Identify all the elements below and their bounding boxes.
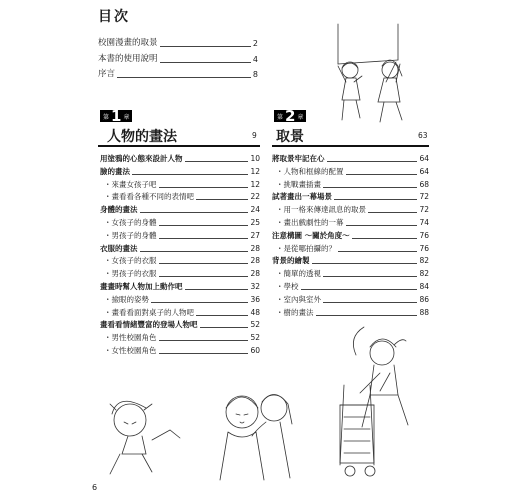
leader-line bbox=[316, 315, 418, 316]
leader-line bbox=[159, 263, 249, 264]
toc-entry[interactable] bbox=[100, 204, 260, 214]
toc-entry-page: 76 bbox=[419, 230, 429, 240]
toc-entry-label: 臉的畫法 bbox=[100, 166, 130, 176]
toc-entry-label: 畫畫時幫人物加上動作吧 bbox=[100, 282, 183, 291]
leader-line bbox=[334, 199, 417, 200]
toc-entry-page: 86 bbox=[419, 294, 429, 304]
toc-entry-label: ・男性校園角色 bbox=[104, 333, 157, 343]
toc-entry-page: 74 bbox=[419, 218, 429, 227]
toc-entry[interactable] bbox=[100, 153, 260, 163]
leader-line bbox=[159, 238, 249, 239]
toc-entry-page: 64 bbox=[419, 154, 429, 163]
toc-entry-label: ・畫看看各種不同的表情吧 bbox=[104, 192, 194, 202]
toc-entry-label: 將取景牢記在心 bbox=[272, 154, 325, 163]
toc-entry[interactable] bbox=[100, 268, 260, 278]
chapter1-title[interactable]: 人物的畫法 bbox=[107, 129, 177, 145]
toc-entry-page: 68 bbox=[419, 179, 429, 189]
badge-number: 2 bbox=[285, 107, 296, 125]
toc-entry[interactable] bbox=[272, 268, 429, 278]
toc-entry-label: 注意構圖 〜關於角度〜 bbox=[272, 230, 350, 240]
leader-line bbox=[323, 187, 417, 188]
toc-entry-label: ・男孩子的身體 bbox=[104, 230, 157, 240]
toc-entry[interactable] bbox=[100, 255, 260, 265]
toc-entry-page: 60 bbox=[250, 346, 260, 355]
toc-entry-label: ・人物和框線的配置 bbox=[276, 166, 344, 176]
toc-entry-page: 2 bbox=[252, 39, 258, 48]
leader-line bbox=[117, 77, 251, 78]
toc-entry-page: 36 bbox=[250, 294, 260, 304]
toc-entry-label: 試著畫出一幕場景 bbox=[272, 192, 332, 202]
running-student-illustration bbox=[90, 380, 200, 480]
toc-entry[interactable] bbox=[100, 307, 260, 317]
chapter2-title[interactable]: 取景 bbox=[276, 129, 304, 145]
leader-line bbox=[196, 199, 248, 200]
toc-entry-label: 衣服的畫法 bbox=[100, 243, 138, 253]
toc-entry-page: 10 bbox=[250, 154, 260, 163]
toc-entry-label: ・樹的畫法 bbox=[276, 307, 314, 317]
student-with-hand-truck-illustration bbox=[330, 325, 440, 480]
toc-entry[interactable] bbox=[272, 153, 429, 163]
toc-entry-page: 4 bbox=[252, 55, 258, 64]
toc-entry[interactable] bbox=[100, 217, 260, 227]
badge-prefix: 第 bbox=[277, 113, 284, 121]
toc-entry[interactable] bbox=[100, 281, 260, 291]
toc-entry-label: 畫看看情緒豐富的登場人物吧 bbox=[100, 320, 198, 330]
leader-line bbox=[368, 212, 417, 213]
leader-line bbox=[323, 302, 417, 303]
toc-entry-label: ・畫出戲劇性的一幕 bbox=[276, 218, 344, 227]
leader-line bbox=[346, 225, 418, 226]
toc-entry-label: 本書的使用說明 bbox=[98, 54, 158, 64]
badge-prefix: 第 bbox=[103, 113, 110, 121]
toc-entry[interactable] bbox=[272, 230, 429, 240]
toc-entry-label: ・男孩子的衣服 bbox=[104, 269, 157, 279]
toc-entry[interactable] bbox=[272, 294, 429, 304]
leader-line bbox=[140, 212, 249, 213]
toc-entry-intro-2[interactable] bbox=[98, 54, 258, 64]
toc-entry-label: ・簡單的透視 bbox=[276, 269, 321, 279]
leader-line bbox=[352, 238, 418, 239]
leader-line bbox=[159, 187, 249, 188]
toc-entry[interactable] bbox=[272, 243, 429, 253]
toc-entry[interactable] bbox=[272, 281, 429, 291]
toc-entry[interactable] bbox=[272, 217, 429, 227]
toc-entry-page: 82 bbox=[419, 256, 429, 266]
toc-entry-page: 72 bbox=[419, 192, 429, 202]
leader-line bbox=[200, 327, 249, 328]
toc-entry[interactable] bbox=[100, 166, 260, 176]
couple-students-illustration bbox=[210, 382, 320, 482]
toc-entry[interactable] bbox=[100, 179, 260, 189]
toc-entry[interactable] bbox=[100, 191, 260, 201]
toc-entry-page: 22 bbox=[250, 192, 260, 202]
toc-entry-intro-1[interactable] bbox=[98, 38, 258, 48]
toc-entry-label: 身體的畫法 bbox=[100, 205, 138, 215]
toc-entry-page: 72 bbox=[419, 205, 429, 215]
toc-entry-page: 52 bbox=[250, 333, 260, 343]
toc-entry-label: ・來畫女孩子吧 bbox=[104, 179, 157, 189]
toc-entry-page: 84 bbox=[419, 282, 429, 291]
toc-entry-page: 88 bbox=[419, 307, 429, 317]
badge-number: 1 bbox=[111, 107, 122, 125]
leader-line bbox=[346, 174, 418, 175]
toc-entry-label: ・女孩子的衣服 bbox=[104, 256, 157, 266]
toc-entry-page: 82 bbox=[419, 269, 429, 279]
toc-entry-intro-3[interactable] bbox=[98, 69, 258, 79]
toc-entry-page: 28 bbox=[250, 269, 260, 279]
leader-line bbox=[160, 46, 251, 47]
toc-entry[interactable] bbox=[272, 255, 429, 265]
toc-entry-label: ・室內與室外 bbox=[276, 294, 321, 304]
toc-entry-label: 用塗鴉的心態來設計人物 bbox=[100, 154, 183, 163]
toc-entry-page: 28 bbox=[250, 256, 260, 266]
toc-entry-page: 8 bbox=[252, 70, 258, 79]
chapter2-rule bbox=[272, 145, 429, 147]
toc-entry-page: 28 bbox=[250, 243, 260, 253]
toc-entry-page: 48 bbox=[250, 307, 260, 317]
chapter2-page: 63 bbox=[418, 131, 428, 140]
toc-entry-label: ・女性校園角色 bbox=[104, 346, 157, 355]
leader-line bbox=[301, 289, 418, 290]
leader-line bbox=[312, 263, 418, 264]
toc-entry-page: 32 bbox=[250, 282, 260, 291]
toc-entry-label: ・挑戰畫插畫 bbox=[276, 179, 321, 189]
page-number: 6 bbox=[92, 483, 98, 492]
toc-entry-label: 序言 bbox=[98, 69, 116, 79]
badge-suffix: 章 bbox=[297, 113, 304, 121]
leader-line bbox=[323, 276, 417, 277]
toc-entry[interactable] bbox=[272, 204, 429, 214]
toc-entry-page: 12 bbox=[250, 166, 260, 176]
leader-line bbox=[338, 251, 417, 252]
page-title: 目次 bbox=[98, 9, 130, 25]
leader-line bbox=[132, 174, 248, 175]
leader-line bbox=[185, 289, 249, 290]
toc-entry-page: 64 bbox=[419, 166, 429, 176]
toc-entry-page: 12 bbox=[250, 179, 260, 189]
toc-entry-label: ・畫看看面對桌子的人物吧 bbox=[104, 307, 194, 317]
toc-entry-label: ・女孩子的身體 bbox=[104, 218, 157, 227]
toc-entry[interactable] bbox=[272, 166, 429, 176]
toc-entry-page: 27 bbox=[250, 230, 260, 240]
toc-entry-label: ・用一格來傳達訊息的取景 bbox=[276, 205, 366, 215]
toc-entry-page: 24 bbox=[250, 205, 260, 215]
chapter1-badge bbox=[100, 107, 132, 125]
toc-entry-label: 背景的繪製 bbox=[272, 256, 310, 266]
toc-entry-label: 校園漫畫的取景 bbox=[98, 38, 158, 48]
leader-line bbox=[140, 251, 249, 252]
toc-entry[interactable] bbox=[100, 332, 260, 342]
leader-line bbox=[327, 161, 418, 162]
toc-entry[interactable] bbox=[272, 191, 429, 201]
toc-entry-label: ・撿眼的姿勢 bbox=[104, 294, 149, 304]
toc-entry-page: 76 bbox=[419, 243, 429, 253]
toc-entry[interactable] bbox=[100, 345, 260, 355]
toc-entry[interactable] bbox=[272, 307, 429, 317]
leader-line bbox=[196, 315, 248, 316]
leader-line bbox=[185, 161, 249, 162]
badge-suffix: 章 bbox=[123, 113, 130, 121]
leader-line bbox=[159, 353, 249, 354]
toc-entry-page: 52 bbox=[250, 320, 260, 330]
leader-line bbox=[159, 340, 249, 341]
chapter1-page: 9 bbox=[252, 131, 257, 140]
chapter1-rule bbox=[98, 145, 260, 147]
toc-entry[interactable] bbox=[100, 243, 260, 253]
leader-line bbox=[151, 302, 248, 303]
chapter2-badge bbox=[274, 107, 306, 125]
leader-line bbox=[160, 62, 251, 63]
toc-entry-label: ・是從哪拍攝的？ bbox=[276, 243, 336, 253]
leader-line bbox=[159, 225, 249, 226]
toc-entry[interactable] bbox=[272, 179, 429, 189]
toc-entry-page: 25 bbox=[250, 218, 260, 227]
toc-entry[interactable] bbox=[100, 294, 260, 304]
toc-entry[interactable] bbox=[100, 319, 260, 329]
toc-entry-label: ・學校 bbox=[276, 282, 299, 291]
toc-entry[interactable] bbox=[100, 230, 260, 240]
students-carrying-sign-illustration bbox=[318, 22, 430, 130]
leader-line bbox=[159, 276, 249, 277]
